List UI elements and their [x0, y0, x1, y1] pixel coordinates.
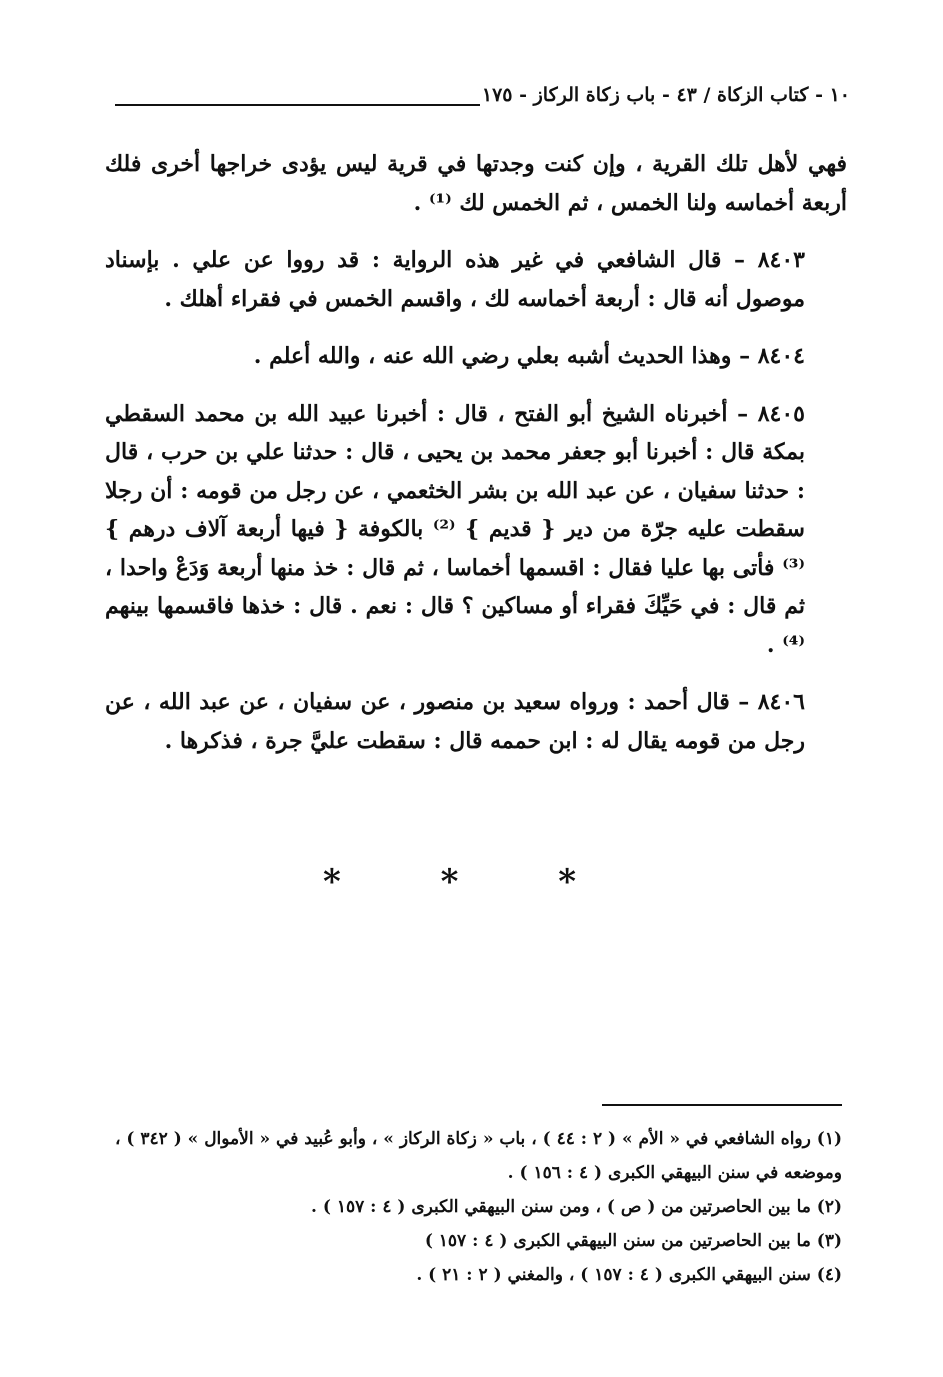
- header-rule: [115, 104, 480, 106]
- footnote-4: (٤) سنن البيهقي الكبرى ( ٤ : ١٥٧ ) ، والمغني ( ٢ : ٢١ ) .: [416, 1265, 842, 1285]
- main-text: [105, 145, 847, 779]
- paragraph-8403: ٨٤٠٣ – قال الشافعي في غير هذه الرواية : قد رووا عن علي . بإسناد موصول أنه قال : أربعة أخماسه لك ، واقسم الخمس في فقراء أهلك .: [105, 247, 805, 312]
- footnotes: [100, 1122, 842, 1292]
- footnote-1: (١) رواه الشافعي في « الأم » ( ٢ : ٤٤ ) ، باب « زكاة الركاز » ، وأبو عُبيد في « الأموال » ( ٣٤٢ ) ، وموضعه في سنن البيهقي الكبرى ( ٤ : ١٥٦ ) .: [115, 1129, 842, 1183]
- footnote-rule: [602, 1104, 842, 1106]
- footnote-2: (٢) ما بين الحاصرتين من ( ص ) ، ومن سنن البيهقي الكبرى ( ٤ : ١٥٧ ) .: [311, 1197, 842, 1217]
- footnote-3: (٣) ما بين الحاصرتين من سنن البيهقي الكبرى ( ٤ : ١٥٧ ): [424, 1231, 842, 1251]
- page-header: [115, 80, 850, 120]
- section-separator: * * *: [322, 862, 620, 902]
- paragraph-8405: ٨٤٠٥ – أخبرناه الشيخ أبو الفتح ، قال : أخبرنا عبيد الله بن محمد السقطي بمكة قال : أخبرنا أبو جعفر محمد بن يحيى ، قال : حدثنا علي بن حرب ، قال : حدثنا سفيان ، عن عبد الله بن بشر الخثعمي ، عن رجل من قومه : أن رجلا سقطت عليه جرّة من دير { قديم } ⁽²⁾ بالكوفة { فيها أربعة آلاف درهم } ⁽³⁾ فأتى بها عليا فقال : اقسمها أخماسا ، ثم قال : خذ منها أربعة وَدَعْ واحدا ، ثم قال : في حَيِّكَ فقراء أو مساكين ؟ قال : نعم . قال : خذها فاقسمها بينهم ⁽⁴⁾ .: [105, 400, 805, 658]
- paragraph-8404: ٨٤٠٤ – وهذا الحديث أشبه بعلي رضي الله عنه ، والله أعلم .: [253, 343, 805, 369]
- paragraph-8406: ٨٤٠٦ – قال أحمد : ورواه سعيد بن منصور ، عن سفيان ، عن عبد الله ، عن رجل من قومه يقال له : ابن حممه قال : سقطت عليَّ جرة ، فذكرها .: [105, 689, 805, 754]
- paragraph-continuation: فهي لأهل تلك القرية ، وإن كنت وجدتها في قرية ليس يؤدى خراجها أخرى فلك أربعة أخماسه ولنا الخمس ، ثم الخمس لك ⁽¹⁾ .: [105, 151, 847, 216]
- running-title: ١٠ - كتاب الزكاة / ٤٣ - باب زكاة الركاز - ١٧٥: [481, 84, 850, 106]
